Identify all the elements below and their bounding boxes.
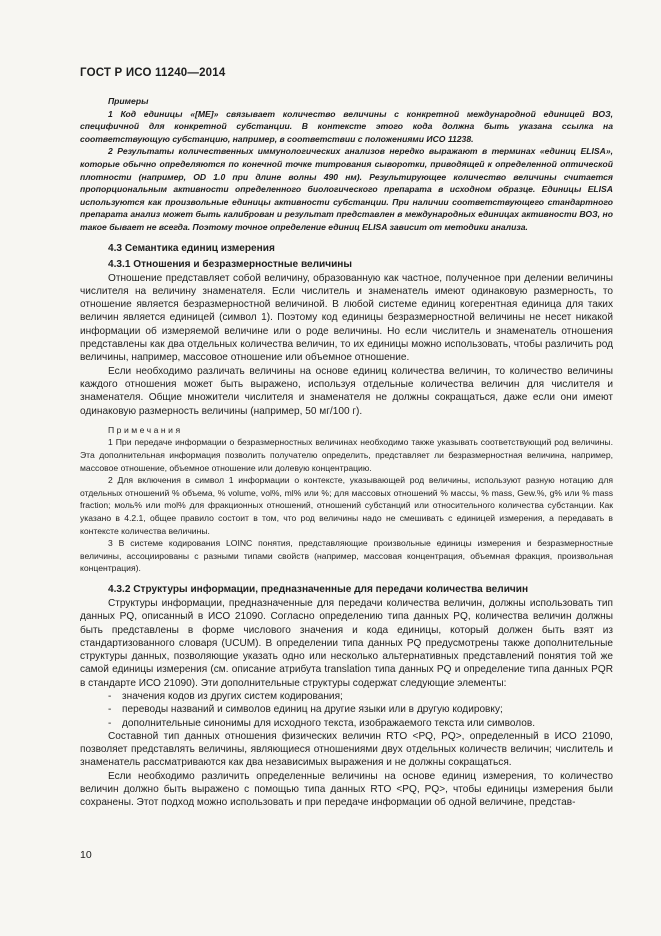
examples-label: Примеры (108, 96, 149, 106)
note-2: 2 Для включения в символ 1 информации о контексте, указывающей род величины, используют разную нотацию для отдельных отношений % объема, % volume, vol%, ml% или %; для массовых отношений % массы, % mass, Gew.%, g% или % mass fraction; моль% или mol% для фракционных отношений, отношений субстанций или относительного количества субстанции. Как указано в 4.2.1, общее правило состоит в том, что род величины надо не смешивать с единицей измерения, а передавать в контексте количества величины. (80, 475, 613, 536)
paragraph: Составной тип данных отношения физических величин RTO <PQ, PQ>, определенный в ИСО 21090, позволяет представлять величины, являющиеся отношениями двух отдельных количеств величин; числитель и знаменатель рассматриваются как два независимых выражения и не должны сокращаться. (80, 730, 613, 769)
note-3: 3 В системе кодирования LOINC понятия, представляющие произвольные единицы измерения и безразмерностные величины, ассоциированы с разными типами свойств (например, массовая концентрация, объемная фракция, произвольная концентрация). (80, 538, 613, 574)
example-2: 2 Результаты количественных иммунологических анализов нередко выражают в терминах «единиц ELISA», которые обычно определяются по конечной точке титрования сыворотки, приводящей к определенной оптической плотности (например, OD 1.0 при длине волны 490 нм). Результирующее количество величины считается пропорциональным активности определенного биологического препарата в исходном образце. Единицы ELISA используются как произвольные единицы активности субстанции. При наличии соответствующего стандартного препарата анализ может быть калиброван и результат представлен в международных единицах активности ВОЗ, но такое бывает не всегда. Поэтому точное определение единиц ELISA зависит от методики анализа. (80, 146, 613, 232)
paragraph: Если необходимо различать величины на основе единиц количества величин, то количество величины каждого отношения может быть выражено, используя отдельные количества величин для числителя и знаменателя. Общие множители числителя и знаменателя не должны сокращаться, даже если они имеют одинаковую размерность величины (например, 50 мг/100 г). (80, 365, 613, 417)
paragraph: Отношение представляет собой величину, образованную как частное, полученное при делении величины числителя на величину знаменателя. Если числитель и знаменатель имеют одинаковую размерность, то отношение является безразмерностной величиной. В любой системе единиц когерентная единица для таких величин является единицей (символ 1). Поэтому код единицы безразмерностной величины не несет никакой информации об измеряемой величине или о роде величины. Но если числитель и знаменатель отношения представлены как два отдельных количества величин, то их единицы можно использовать, чтобы различить род величины, например, массовое отношение или объемное отношение. (80, 272, 613, 364)
example-1: 1 Код единицы «[ME]» связывает количество величины с конкретной международной единицей ВОЗ, специфичной для конкретной субстанции. В контексте этого кода должна быть указана ссылка на соответствующую субстанцию, например, в соответствии с положениями ИСО 11238. (80, 108, 613, 144)
document-header: ГОСТ Р ИСО 11240—2014 (80, 67, 226, 79)
list-item: - переводы названий и символов единиц на другие языки или в другую кодировку; (108, 704, 503, 716)
page-number: 10 (80, 849, 92, 861)
list-item: - дополнительные синонимы для исходного текста, изображаемого текста или символов. (108, 717, 536, 729)
page-content (80, 95, 613, 810)
section-heading-4-3-2: 4.3.2 Структуры информации, предназначенные для передачи количества величин (108, 583, 529, 595)
notes-label: Примечания (108, 424, 183, 435)
paragraph: Если необходимо различить определенные величины на основе единиц измерения, то количество величин должно быть выражено с помощью типа данных RTO <PQ, PQ>, чтобы единицы измерения были сохранены. Этот подход можно использовать и при передаче информации об одной величине, представ- (80, 770, 613, 809)
section-heading-4-3-1: 4.3.1 Отношения и безразмерностные величины (108, 258, 353, 270)
paragraph: Структуры информации, предназначенные для передачи количества величин, должны использовать тип данных PQ, описанный в ИСО 21090. Согласно определению типа данных PQ, количества величин должны быть представлены в форме числового значения и кода единицы, который должен быть взят из стандартизованного словаря (UCUM). В определении типа данных PQ предусмотрены также дополнительные структуры данных, позволяющие указать одно или несколько альтернативных представлений понятия той же самой единицы измерения (см. описание атрибута translation типа данных PQ и определение типа данных PQR в стандарте ИСО 21090). Эти дополнительные структуры содержат следующие элементы: (80, 597, 613, 689)
list-item: - значения кодов из других систем кодирования; (108, 691, 343, 702)
note-1: 1 При передаче информации о безразмерностных величинах необходимо также указывать соответствующий род величины. Эта дополнительная информация позволить получателю определить, представляет ли безразмерностная величина, например, массовое отношение, объемное отношение или долевую концентрацию. (80, 437, 613, 473)
section-heading-4-3: 4.3 Семантика единиц измерения (108, 242, 275, 254)
